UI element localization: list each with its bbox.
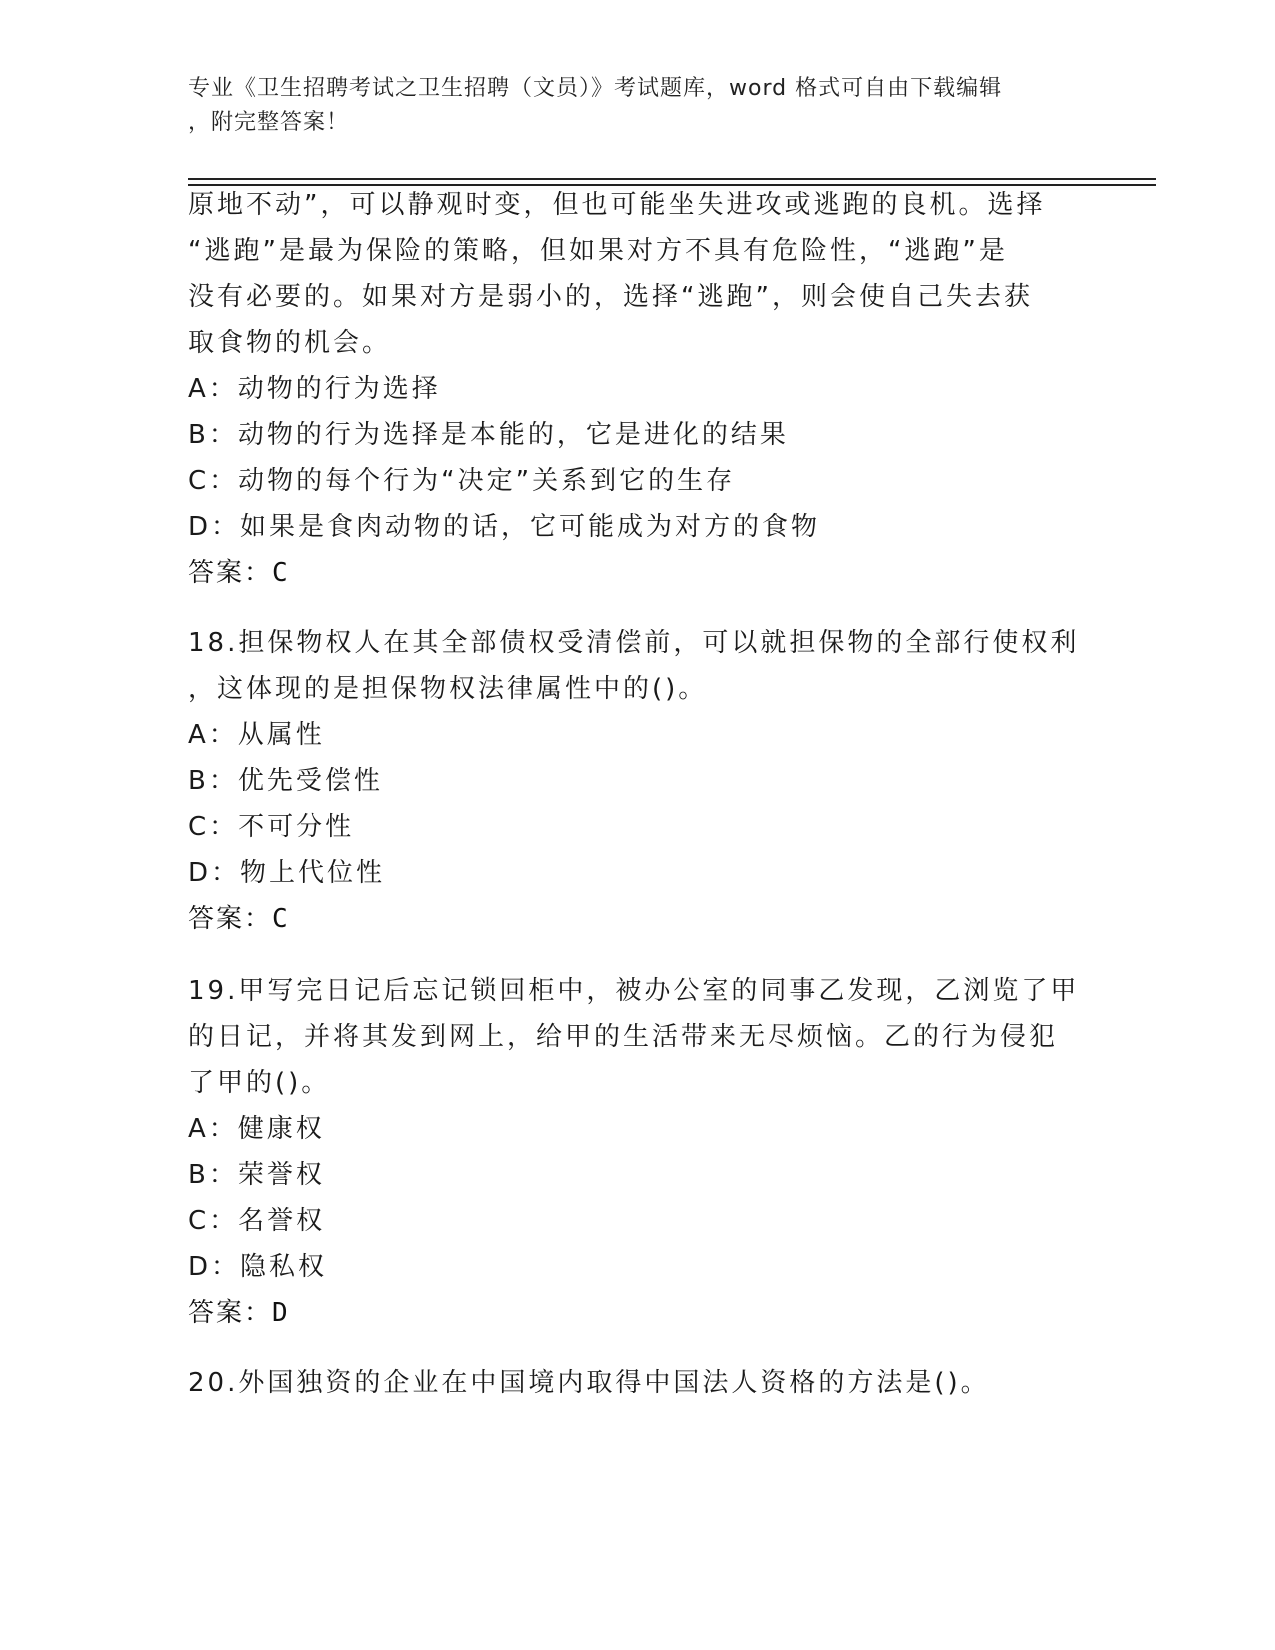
- answer-value: C: [272, 558, 290, 588]
- option-c: C：名誉权: [188, 1206, 326, 1236]
- answer-line: [188, 550, 1078, 596]
- question-text-line: 没有必要的。如果对方是弱小的，选择“逃跑”，则会使自己失去获: [188, 282, 1033, 312]
- question-text-line: 了甲的()。: [188, 1068, 331, 1098]
- header-line: 专业《卫生招聘考试之卫生招聘（文员）》考试题库，word 格式可自由下载编辑: [188, 76, 1003, 101]
- question-19: [188, 968, 1078, 1336]
- question-text-line: “逃跑”是最为保险的策略，但如果对方不具有危险性，“逃跑”是: [188, 236, 1008, 266]
- question-17: [188, 182, 1078, 596]
- question-text-line: ，这体现的是担保物权法律属性中的()。: [188, 674, 708, 704]
- answer-line: [188, 896, 1078, 942]
- option-a: A：健康权: [188, 1114, 325, 1144]
- answer-label: 答案：: [188, 1298, 273, 1328]
- question-text-line: 取食物的机会。: [188, 328, 392, 358]
- question-text-line: 19.甲写完日记后忘记锁回柜中，被办公室的同事乙发现，乙浏览了甲: [188, 976, 1080, 1006]
- option-a: A：动物的行为选择: [188, 374, 441, 404]
- answer-label: 答案：: [188, 904, 273, 934]
- question-20: [188, 1360, 1078, 1406]
- option-b: B：荣誉权: [188, 1160, 325, 1190]
- option-c: C：不可分性: [188, 812, 355, 842]
- document-header: [188, 72, 1068, 140]
- option-d: D：物上代位性: [188, 858, 386, 888]
- question-text-line: 的日记，并将其发到网上，给甲的生活带来无尽烦恼。乙的行为侵犯: [188, 1022, 1059, 1052]
- answer-value: C: [272, 904, 290, 934]
- question-text-line: 18.担保物权人在其全部债权受清偿前，可以就担保物的全部行使权利: [188, 628, 1080, 658]
- header-line: ，附完整答案！: [188, 110, 350, 135]
- option-c: C：动物的每个行为“决定”关系到它的生存: [188, 466, 736, 496]
- question-text-line: 原地不动”，可以静观时变，但也可能坐失进攻或逃跑的良机。选择: [188, 190, 1046, 220]
- option-d: D：隐私权: [188, 1252, 328, 1282]
- answer-line: [188, 1290, 1078, 1336]
- option-a: A：从属性: [188, 720, 325, 750]
- option-b: B：动物的行为选择是本能的，它是进化的结果: [188, 420, 789, 450]
- question-text-line: 20.外国独资的企业在中国境内取得中国法人资格的方法是()。: [188, 1368, 990, 1398]
- answer-value: D: [272, 1298, 290, 1328]
- header-divider: [188, 178, 1156, 180]
- question-18: [188, 620, 1078, 942]
- option-b: B：优先受偿性: [188, 766, 383, 796]
- option-d: D：如果是食肉动物的话，它可能成为对方的食物: [188, 512, 821, 542]
- answer-label: 答案：: [188, 558, 273, 588]
